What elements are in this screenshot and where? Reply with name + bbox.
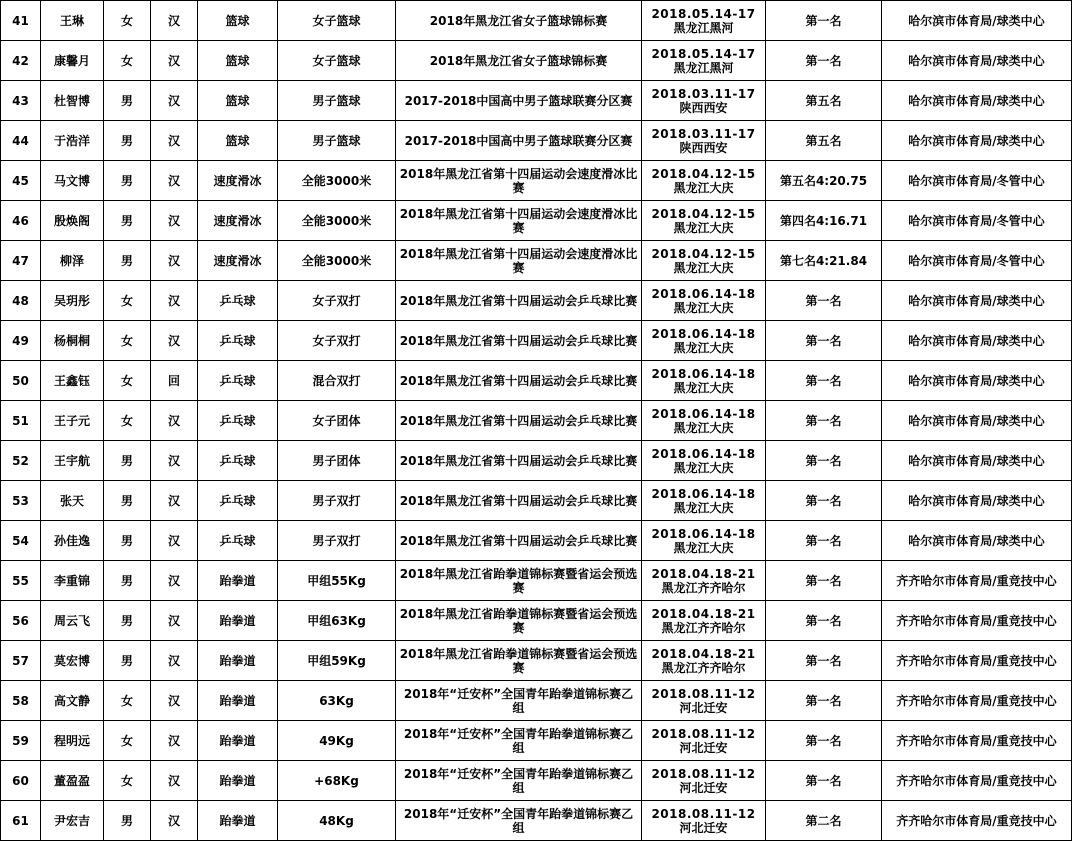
competition-cell: 2018年黑龙江省第十四届运动会乒乓球比赛 (396, 481, 642, 521)
competition-cell: 2018年黑龙江省跆拳道锦标赛暨省运会预选赛 (396, 561, 642, 601)
place-text: 河北迁安 (679, 740, 728, 755)
place-text: 黑龙江大庆 (673, 260, 734, 275)
athlete-name-cell: 莫宏博 (41, 641, 104, 681)
row-number-cell: 51 (1, 401, 41, 441)
ethnicity-cell: 汉 (151, 801, 198, 841)
place-text: 黑龙江齐齐哈尔 (661, 660, 746, 675)
ethnicity-cell: 汉 (151, 521, 198, 561)
table-body (1, 1, 1072, 841)
ethnicity-cell: 汉 (151, 401, 198, 441)
date-place-cell (642, 201, 766, 241)
sport-cell: 乒乓球 (198, 361, 278, 401)
unit-cell: 哈尔滨市体育局/冬管中心 (882, 241, 1072, 281)
place-text: 河北迁安 (679, 820, 728, 835)
ethnicity-cell: 回 (151, 361, 198, 401)
athlete-name-cell: 吴玥彤 (41, 281, 104, 321)
date-text: 2018.08.11-12 (651, 806, 756, 821)
unit-cell: 哈尔滨市体育局/球类中心 (882, 81, 1072, 121)
event-cell: 男子篮球 (278, 121, 396, 161)
date-place-cell (642, 121, 766, 161)
unit-cell: 哈尔滨市体育局/球类中心 (882, 441, 1072, 481)
date-place-cell (642, 81, 766, 121)
result-cell: 第二名 (766, 801, 882, 841)
place-text: 河北迁安 (679, 700, 728, 715)
date-text: 2018.06.14-18 (651, 286, 756, 301)
row-number-cell: 48 (1, 281, 41, 321)
sport-cell: 篮球 (198, 41, 278, 81)
gender-cell: 女 (104, 681, 151, 721)
date-text: 2018.06.14-18 (651, 366, 756, 381)
sport-cell: 篮球 (198, 121, 278, 161)
row-number-cell: 44 (1, 121, 41, 161)
ethnicity-cell: 汉 (151, 161, 198, 201)
competition-cell: 2018年黑龙江省第十四届运动会速度滑冰比赛 (396, 161, 642, 201)
event-cell: 女子双打 (278, 281, 396, 321)
row-number-cell: 54 (1, 521, 41, 561)
competition-cell: 2018年“迁安杯”全国青年跆拳道锦标赛乙组 (396, 721, 642, 761)
result-cell: 第四名4:16.71 (766, 201, 882, 241)
athlete-name-cell: 高文静 (41, 681, 104, 721)
unit-cell: 哈尔滨市体育局/球类中心 (882, 481, 1072, 521)
result-cell: 第一名 (766, 1, 882, 41)
gender-cell: 男 (104, 641, 151, 681)
athlete-name-cell: 孙佳逸 (41, 521, 104, 561)
ethnicity-cell: 汉 (151, 81, 198, 121)
result-cell: 第一名 (766, 601, 882, 641)
event-cell: 全能3000米 (278, 161, 396, 201)
competition-cell: 2018年黑龙江省第十四届运动会速度滑冰比赛 (396, 241, 642, 281)
date-text: 2018.08.11-12 (651, 686, 756, 701)
table-row (1, 81, 1072, 121)
row-number-cell: 45 (1, 161, 41, 201)
ethnicity-cell: 汉 (151, 761, 198, 801)
date-text: 2018.08.11-12 (651, 766, 756, 781)
sport-cell: 乒乓球 (198, 441, 278, 481)
competition-cell: 2018年“迁安杯”全国青年跆拳道锦标赛乙组 (396, 761, 642, 801)
gender-cell: 男 (104, 481, 151, 521)
date-text: 2018.08.11-12 (651, 726, 756, 741)
date-text: 2018.06.14-18 (651, 486, 756, 501)
athlete-name-cell: 尹宏吉 (41, 801, 104, 841)
date-text: 2018.06.14-18 (651, 326, 756, 341)
gender-cell: 男 (104, 121, 151, 161)
unit-cell: 哈尔滨市体育局/球类中心 (882, 401, 1072, 441)
gender-cell: 女 (104, 361, 151, 401)
event-cell: 混合双打 (278, 361, 396, 401)
result-cell: 第五名4:20.75 (766, 161, 882, 201)
date-text: 2018.06.14-18 (651, 526, 756, 541)
table-row (1, 561, 1072, 601)
table-row (1, 761, 1072, 801)
event-cell: 48Kg (278, 801, 396, 841)
competition-cell: 2018年黑龙江省第十四届运动会乒乓球比赛 (396, 321, 642, 361)
unit-cell: 哈尔滨市体育局/球类中心 (882, 521, 1072, 561)
result-cell: 第一名 (766, 721, 882, 761)
result-cell: 第一名 (766, 681, 882, 721)
table-row (1, 441, 1072, 481)
table-row (1, 161, 1072, 201)
athlete-name-cell: 周云飞 (41, 601, 104, 641)
table-row (1, 361, 1072, 401)
unit-cell: 哈尔滨市体育局/球类中心 (882, 361, 1072, 401)
date-place-cell (642, 281, 766, 321)
ethnicity-cell: 汉 (151, 441, 198, 481)
ethnicity-cell: 汉 (151, 601, 198, 641)
date-place-cell (642, 161, 766, 201)
place-text: 黑龙江齐齐哈尔 (661, 580, 746, 595)
sport-cell: 跆拳道 (198, 601, 278, 641)
table-row (1, 721, 1072, 761)
place-text: 黑龙江大庆 (673, 380, 734, 395)
competition-cell: 2018年黑龙江省女子篮球锦标赛 (396, 41, 642, 81)
date-place-cell (642, 441, 766, 481)
gender-cell: 男 (104, 201, 151, 241)
athlete-name-cell: 杜智博 (41, 81, 104, 121)
place-text: 黑龙江大庆 (673, 340, 734, 355)
gender-cell: 女 (104, 761, 151, 801)
date-place-cell (642, 321, 766, 361)
row-number-cell: 59 (1, 721, 41, 761)
competition-cell: 2018年“迁安杯”全国青年跆拳道锦标赛乙组 (396, 801, 642, 841)
result-cell: 第一名 (766, 41, 882, 81)
row-number-cell: 57 (1, 641, 41, 681)
result-cell: 第一名 (766, 361, 882, 401)
sport-cell: 跆拳道 (198, 561, 278, 601)
event-cell: 甲组63Kg (278, 601, 396, 641)
date-text: 2018.06.14-18 (651, 446, 756, 461)
table-row (1, 121, 1072, 161)
table-row (1, 241, 1072, 281)
date-place-cell (642, 521, 766, 561)
athlete-name-cell: 王宇航 (41, 441, 104, 481)
date-text: 2018.04.12-15 (651, 246, 756, 261)
row-number-cell: 53 (1, 481, 41, 521)
row-number-cell: 46 (1, 201, 41, 241)
competition-cell: 2017-2018中国高中男子篮球联赛分区赛 (396, 121, 642, 161)
place-text: 黑龙江大庆 (673, 220, 734, 235)
unit-cell: 哈尔滨市体育局/球类中心 (882, 321, 1072, 361)
date-text: 2018.04.18-21 (651, 646, 756, 661)
row-number-cell: 61 (1, 801, 41, 841)
table-row (1, 681, 1072, 721)
event-cell: 男子团体 (278, 441, 396, 481)
result-cell: 第一名 (766, 321, 882, 361)
result-cell: 第一名 (766, 761, 882, 801)
athlete-name-cell: 王鑫钰 (41, 361, 104, 401)
row-number-cell: 60 (1, 761, 41, 801)
row-number-cell: 56 (1, 601, 41, 641)
competition-cell: 2018年“迁安杯”全国青年跆拳道锦标赛乙组 (396, 681, 642, 721)
competition-cell: 2018年黑龙江省女子篮球锦标赛 (396, 1, 642, 41)
sport-cell: 速度滑冰 (198, 241, 278, 281)
table-row (1, 41, 1072, 81)
gender-cell: 女 (104, 721, 151, 761)
sport-cell: 篮球 (198, 1, 278, 41)
table-row (1, 281, 1072, 321)
gender-cell: 男 (104, 241, 151, 281)
sport-cell: 速度滑冰 (198, 201, 278, 241)
row-number-cell: 42 (1, 41, 41, 81)
athlete-name-cell: 王子元 (41, 401, 104, 441)
place-text: 河北迁安 (679, 780, 728, 795)
sport-cell: 跆拳道 (198, 681, 278, 721)
sport-cell: 跆拳道 (198, 721, 278, 761)
gender-cell: 男 (104, 561, 151, 601)
table-row (1, 201, 1072, 241)
gender-cell: 男 (104, 601, 151, 641)
athlete-name-cell: 康馨月 (41, 41, 104, 81)
unit-cell: 哈尔滨市体育局/冬管中心 (882, 161, 1072, 201)
date-text: 2018.05.14-17 (651, 46, 756, 61)
ethnicity-cell: 汉 (151, 721, 198, 761)
unit-cell: 哈尔滨市体育局/球类中心 (882, 41, 1072, 81)
event-cell: 男子篮球 (278, 81, 396, 121)
gender-cell: 男 (104, 801, 151, 841)
sport-cell: 跆拳道 (198, 801, 278, 841)
table-row (1, 521, 1072, 561)
place-text: 黑龙江齐齐哈尔 (661, 620, 746, 635)
date-place-cell (642, 41, 766, 81)
event-cell: 女子篮球 (278, 41, 396, 81)
date-place-cell (642, 481, 766, 521)
athlete-name-cell: 王琳 (41, 1, 104, 41)
athlete-name-cell: 柳泽 (41, 241, 104, 281)
result-cell: 第一名 (766, 561, 882, 601)
gender-cell: 女 (104, 41, 151, 81)
unit-cell: 齐齐哈尔市体育局/重竞技中心 (882, 761, 1072, 801)
date-place-cell (642, 401, 766, 441)
date-text: 2018.04.18-21 (651, 606, 756, 621)
sport-cell: 速度滑冰 (198, 161, 278, 201)
sport-cell: 乒乓球 (198, 481, 278, 521)
result-cell: 第一名 (766, 521, 882, 561)
sport-cell: 乒乓球 (198, 521, 278, 561)
ethnicity-cell: 汉 (151, 321, 198, 361)
sport-cell: 乒乓球 (198, 281, 278, 321)
place-text: 黑龙江大庆 (673, 540, 734, 555)
gender-cell: 男 (104, 441, 151, 481)
place-text: 黑龙江黑河 (673, 20, 734, 35)
place-text: 黑龙江大庆 (673, 300, 734, 315)
unit-cell: 哈尔滨市体育局/冬管中心 (882, 201, 1072, 241)
ethnicity-cell: 汉 (151, 641, 198, 681)
place-text: 陕西西安 (679, 100, 728, 115)
result-cell: 第一名 (766, 281, 882, 321)
ethnicity-cell: 汉 (151, 281, 198, 321)
table-row (1, 401, 1072, 441)
unit-cell: 齐齐哈尔市体育局/重竞技中心 (882, 561, 1072, 601)
event-cell: 甲组59Kg (278, 641, 396, 681)
date-place-cell (642, 721, 766, 761)
athlete-name-cell: 张天 (41, 481, 104, 521)
gender-cell: 男 (104, 81, 151, 121)
row-number-cell: 47 (1, 241, 41, 281)
event-cell: 甲组55Kg (278, 561, 396, 601)
event-cell: 全能3000米 (278, 201, 396, 241)
competition-cell: 2018年黑龙江省第十四届运动会乒乓球比赛 (396, 441, 642, 481)
event-cell: 男子双打 (278, 521, 396, 561)
place-text: 黑龙江大庆 (673, 460, 734, 475)
sport-cell: 乒乓球 (198, 401, 278, 441)
unit-cell: 齐齐哈尔市体育局/重竞技中心 (882, 801, 1072, 841)
event-cell: 49Kg (278, 721, 396, 761)
sport-cell: 跆拳道 (198, 761, 278, 801)
ethnicity-cell: 汉 (151, 481, 198, 521)
result-cell: 第一名 (766, 481, 882, 521)
event-cell: 63Kg (278, 681, 396, 721)
unit-cell: 齐齐哈尔市体育局/重竞技中心 (882, 681, 1072, 721)
date-place-cell (642, 241, 766, 281)
gender-cell: 女 (104, 1, 151, 41)
event-cell: 女子团体 (278, 401, 396, 441)
row-number-cell: 49 (1, 321, 41, 361)
table-row (1, 601, 1072, 641)
result-cell: 第一名 (766, 441, 882, 481)
date-place-cell (642, 641, 766, 681)
ethnicity-cell: 汉 (151, 1, 198, 41)
event-cell: 女子双打 (278, 321, 396, 361)
date-place-cell (642, 801, 766, 841)
unit-cell: 齐齐哈尔市体育局/重竞技中心 (882, 641, 1072, 681)
table-row (1, 801, 1072, 841)
ethnicity-cell: 汉 (151, 681, 198, 721)
place-text: 黑龙江黑河 (673, 60, 734, 75)
competition-cell: 2017-2018中国高中男子篮球联赛分区赛 (396, 81, 642, 121)
gender-cell: 女 (104, 401, 151, 441)
competition-cell: 2018年黑龙江省第十四届运动会乒乓球比赛 (396, 521, 642, 561)
row-number-cell: 43 (1, 81, 41, 121)
sport-cell: 篮球 (198, 81, 278, 121)
place-text: 黑龙江大庆 (673, 180, 734, 195)
table-row (1, 481, 1072, 521)
place-text: 黑龙江大庆 (673, 500, 734, 515)
athlete-name-cell: 于浩洋 (41, 121, 104, 161)
row-number-cell: 52 (1, 441, 41, 481)
date-place-cell (642, 601, 766, 641)
unit-cell: 齐齐哈尔市体育局/重竞技中心 (882, 721, 1072, 761)
date-text: 2018.06.14-18 (651, 406, 756, 421)
date-text: 2018.04.18-21 (651, 566, 756, 581)
ethnicity-cell: 汉 (151, 121, 198, 161)
gender-cell: 女 (104, 281, 151, 321)
competition-cell: 2018年黑龙江省跆拳道锦标赛暨省运会预选赛 (396, 601, 642, 641)
event-cell: 女子篮球 (278, 1, 396, 41)
date-place-cell (642, 1, 766, 41)
unit-cell: 哈尔滨市体育局/球类中心 (882, 281, 1072, 321)
athlete-name-cell: 殷焕阁 (41, 201, 104, 241)
row-number-cell: 50 (1, 361, 41, 401)
date-place-cell (642, 561, 766, 601)
ethnicity-cell: 汉 (151, 41, 198, 81)
date-text: 2018.04.12-15 (651, 166, 756, 181)
athlete-name-cell: 董盈盈 (41, 761, 104, 801)
ethnicity-cell: 汉 (151, 561, 198, 601)
date-text: 2018.03.11-17 (651, 86, 756, 101)
row-number-cell: 58 (1, 681, 41, 721)
result-cell: 第五名 (766, 121, 882, 161)
unit-cell: 哈尔滨市体育局/球类中心 (882, 1, 1072, 41)
event-cell: +68Kg (278, 761, 396, 801)
competition-cell: 2018年黑龙江省跆拳道锦标赛暨省运会预选赛 (396, 641, 642, 681)
row-number-cell: 55 (1, 561, 41, 601)
competition-cell: 2018年黑龙江省第十四届运动会乒乓球比赛 (396, 401, 642, 441)
date-place-cell (642, 681, 766, 721)
result-cell: 第一名 (766, 401, 882, 441)
unit-cell: 齐齐哈尔市体育局/重竞技中心 (882, 601, 1072, 641)
competition-cell: 2018年黑龙江省第十四届运动会乒乓球比赛 (396, 281, 642, 321)
athlete-name-cell: 杨桐桐 (41, 321, 104, 361)
gender-cell: 女 (104, 321, 151, 361)
ethnicity-cell: 汉 (151, 201, 198, 241)
sport-cell: 乒乓球 (198, 321, 278, 361)
table-row (1, 1, 1072, 41)
athlete-name-cell: 李重锦 (41, 561, 104, 601)
date-text: 2018.05.14-17 (651, 6, 756, 21)
athlete-name-cell: 程明远 (41, 721, 104, 761)
competition-cell: 2018年黑龙江省第十四届运动会乒乓球比赛 (396, 361, 642, 401)
sport-cell: 跆拳道 (198, 641, 278, 681)
result-cell: 第一名 (766, 641, 882, 681)
event-cell: 男子双打 (278, 481, 396, 521)
result-cell: 第七名4:21.84 (766, 241, 882, 281)
gender-cell: 男 (104, 521, 151, 561)
competition-cell: 2018年黑龙江省第十四届运动会速度滑冰比赛 (396, 201, 642, 241)
result-cell: 第五名 (766, 81, 882, 121)
athlete-name-cell: 马文博 (41, 161, 104, 201)
gender-cell: 男 (104, 161, 151, 201)
unit-cell: 哈尔滨市体育局/球类中心 (882, 121, 1072, 161)
date-place-cell (642, 361, 766, 401)
table-row (1, 641, 1072, 681)
place-text: 黑龙江大庆 (673, 420, 734, 435)
table-row (1, 321, 1072, 361)
event-cell: 全能3000米 (278, 241, 396, 281)
date-text: 2018.04.12-15 (651, 206, 756, 221)
ethnicity-cell: 汉 (151, 241, 198, 281)
date-text: 2018.03.11-17 (651, 126, 756, 141)
row-number-cell: 41 (1, 1, 41, 41)
place-text: 陕西西安 (679, 140, 728, 155)
date-place-cell (642, 761, 766, 801)
